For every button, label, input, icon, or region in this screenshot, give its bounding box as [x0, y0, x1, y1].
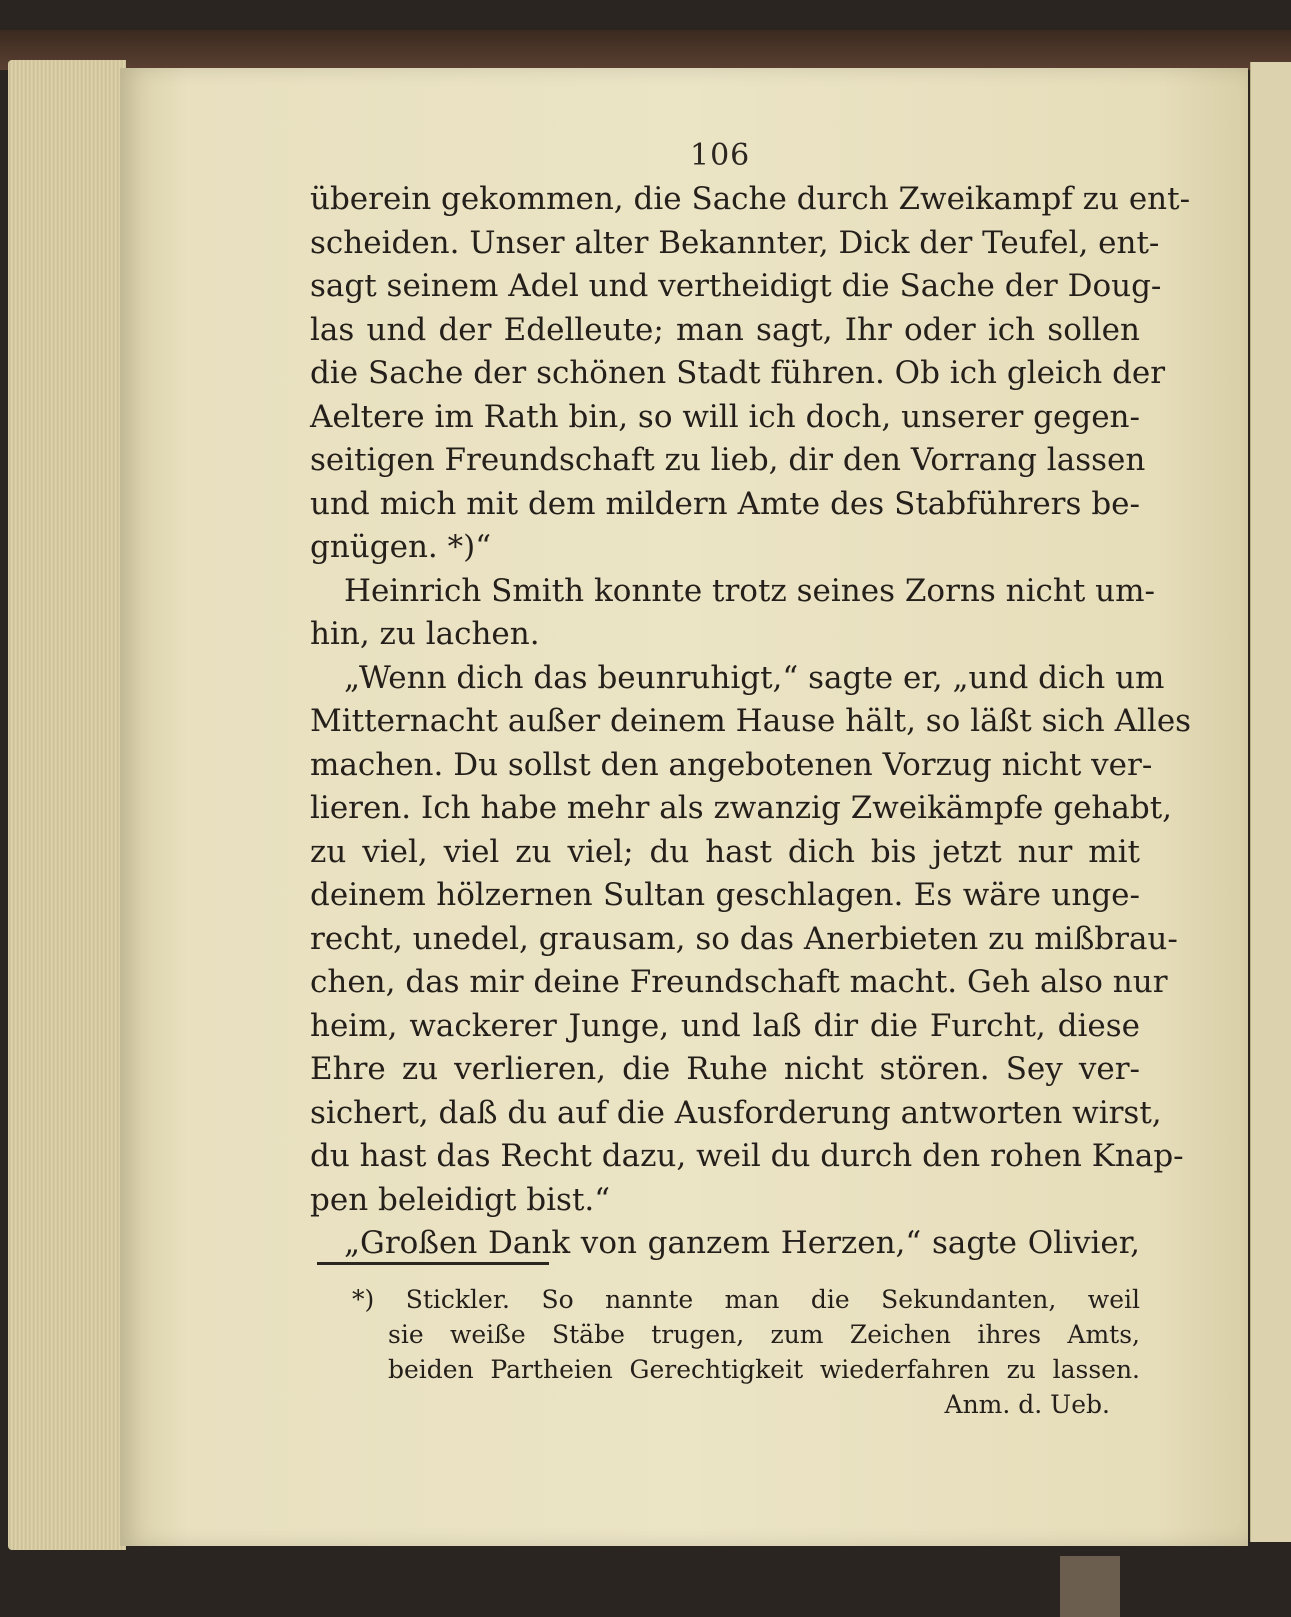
body-text	[310, 178, 1192, 1266]
bookmark-ribbon	[1060, 1556, 1120, 1617]
text-line: machen. Du sollst den angebotenen Vorzug nicht ver-	[310, 746, 1153, 783]
text-line: „Großen Dank von ganzem Herzen,“ sagte Olivier,	[344, 1225, 1140, 1261]
footnote-divider	[317, 1262, 549, 1265]
text-line: scheiden. Unser alter Bekannter, Dick der Teufel, ent-	[310, 224, 1160, 261]
text-line: seitigen Freundschaft zu lieb, dir den Vorrang lassen	[310, 442, 1146, 478]
text-line: las und der Edelleute; man sagt, Ihr oder ich sollen	[310, 311, 1140, 348]
text-line: die Sache der schönen Stadt führen. Ob ich gleich der	[310, 355, 1166, 391]
text-line: Ehre zu verlieren, die Ruhe nicht stören. Sey ver-	[310, 1051, 1140, 1087]
text-line: „Wenn dich das beunruhigt,“ sagte er, „und dich um	[344, 659, 1165, 696]
book-cover-edge	[0, 30, 1291, 70]
text-line: Aeltere im Rath bin, so will ich doch, unserer gegen-	[310, 398, 1140, 435]
text-line: sagt seinem Adel und vertheidigt die Sache der Doug-	[310, 268, 1162, 304]
page-number: 106	[690, 138, 751, 173]
text-line: gnügen. *)“	[310, 529, 492, 565]
text-line: deinem hölzernen Sultan geschlagen. Es wäre unge-	[310, 877, 1140, 913]
next-page-edge	[1250, 62, 1291, 1542]
text-line: lieren. Ich habe mehr als zwanzig Zweikämpfe gehabt,	[310, 790, 1173, 826]
text-line: überein gekommen, die Sache durch Zweikampf zu ent-	[310, 181, 1191, 217]
footnote-line: *) Stickler. So nannte man die Sekundanten, weil	[352, 1285, 1140, 1314]
text-line: recht, unedel, grausam, so das Anerbieten zu mißbrau-	[310, 920, 1178, 957]
text-line: und mich mit dem mildern Amte des Stabführers be-	[310, 485, 1140, 522]
text-line: heim, wackerer Junge, und laß dir die Furcht, diese	[310, 1007, 1140, 1044]
text-line: pen beleidigt bist.“	[310, 1181, 611, 1218]
text-line: sichert, daß du auf die Ausforderung antworten wirst,	[310, 1094, 1162, 1131]
text-line: du hast das Recht dazu, weil du durch den rohen Knap-	[310, 1138, 1184, 1174]
text-line: Mitternacht außer deinem Hause hält, so läßt sich Alles	[310, 703, 1192, 739]
text-line: hin, zu lachen.	[310, 616, 540, 652]
footnote-signature: Anm. d. Ueb.	[944, 1390, 1110, 1419]
text-line: Heinrich Smith konnte trotz seines Zorns nicht um-	[344, 572, 1155, 609]
footnote	[352, 1282, 1140, 1422]
text-line: zu viel, viel zu viel; du hast dich bis jetzt nur mit	[310, 833, 1140, 870]
footnote-line: beiden Partheien Gerechtigkeit wiederfahren zu lassen.	[388, 1355, 1140, 1384]
page-stack	[8, 60, 126, 1550]
footnote-line: sie weiße Stäbe trugen, zum Zeichen ihres Amts,	[388, 1320, 1140, 1349]
text-line: chen, das mir deine Freundschaft macht. Geh also nur	[310, 964, 1168, 1000]
